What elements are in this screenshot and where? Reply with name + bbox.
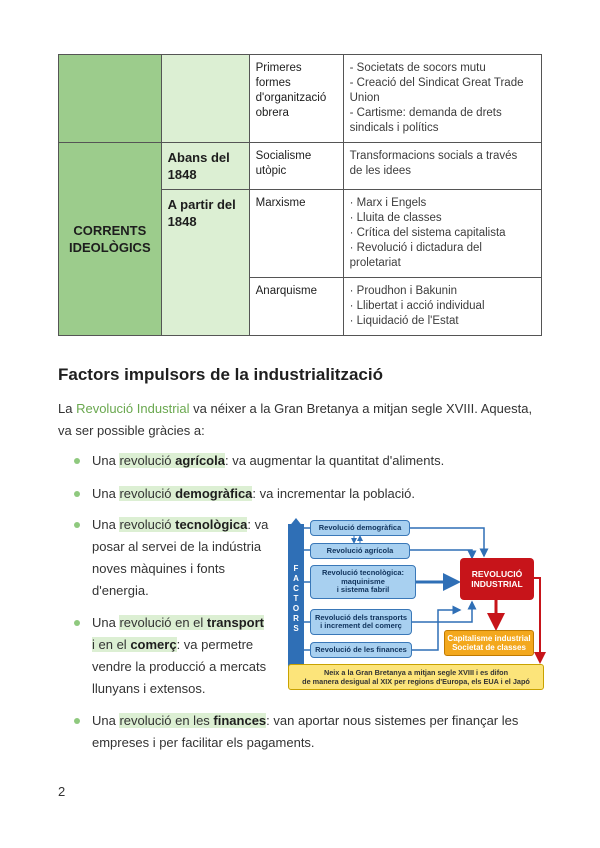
cell-line: A partir del — [167, 197, 236, 212]
before-1848-cell — [161, 143, 249, 190]
box-transport-revolution — [310, 609, 412, 635]
bullet-icon — [74, 458, 80, 464]
box-finance-revolution: Revolució de les finances — [310, 642, 412, 658]
box-line: Revolució tecnològica: — [321, 568, 405, 578]
connector — [410, 528, 484, 556]
cell-line: Abans del — [167, 150, 230, 165]
item-highlight: revolució — [119, 517, 176, 532]
item-text: vendre la producció a mercats — [92, 659, 267, 674]
cell-line: - Creació del Sindicat Great Trade — [349, 77, 524, 89]
cell-line: sindicals i polítics — [349, 122, 439, 134]
connector — [410, 550, 472, 558]
bullet-icon — [74, 620, 80, 626]
cell-line: Anarquisme — [255, 285, 317, 297]
box-industrial-revolution — [460, 558, 534, 600]
box-demographic-revolution: Revolució demogràfica — [310, 520, 410, 536]
cell-line: · Proudhon i Bakunin — [349, 285, 458, 297]
cell-line: d'organització — [255, 92, 327, 104]
box-line: REVOLUCIÓ — [471, 569, 523, 579]
item-text: : va — [247, 517, 269, 532]
industrialization-diagram — [288, 518, 546, 694]
cell-line: Marxisme — [255, 197, 306, 209]
intro-text: La — [58, 401, 77, 416]
workers-organization-cell — [249, 55, 343, 143]
ideological-currents-table — [58, 54, 542, 336]
item-highlight: revolució — [119, 453, 176, 468]
cell-line: 1848 — [167, 167, 197, 182]
cell-line: · Revolució i dictadura del — [349, 242, 482, 254]
box-line: Neix a la Gran Bretanya a mitjan segle XVIII i es difon — [323, 668, 509, 677]
list-item — [74, 483, 544, 505]
item-text: Una — [92, 486, 120, 501]
intro-paragraph — [58, 398, 548, 442]
cell-line: Socialisme — [255, 150, 312, 162]
box-line: de manera desigual al XIX per regions d'Europa, els EUA i el Japó — [302, 677, 530, 686]
item-text: : va permetre — [176, 637, 254, 652]
after-1848-cell — [161, 190, 249, 336]
box-line: maquinisme — [341, 576, 385, 586]
section-heading: Factors impulsors de la industrialització — [58, 365, 383, 384]
factors-letter: S — [293, 624, 299, 633]
bullet-icon — [74, 491, 80, 497]
box-agricultural-revolution: Revolució agrícola — [310, 543, 410, 559]
industrial-revolution-link[interactable]: Revolució Industrial — [76, 401, 190, 416]
factors-letter: A — [293, 574, 299, 583]
cell-line: Primeres — [255, 62, 302, 74]
utopian-socialism-items — [343, 143, 541, 190]
factor-list-bottom — [74, 710, 549, 754]
cell-line: - Cartisme: demanda de drets — [349, 107, 502, 119]
empty-cell — [161, 55, 249, 143]
cell-line: · Liquidació de l'Estat — [349, 315, 459, 327]
table-row — [59, 143, 542, 190]
item-keyword: demogràfica — [175, 486, 253, 501]
cell-line: - Societats de socors mutu — [349, 62, 486, 74]
item-text: llunyans i extensos. — [92, 681, 206, 696]
box-line: Revolució dels transports — [314, 612, 408, 622]
item-text: noves màquines i fonts — [92, 561, 225, 576]
factors-letter: F — [293, 564, 299, 573]
anarchism-cell — [249, 278, 343, 336]
item-text: Una — [92, 453, 120, 468]
table-row — [59, 55, 542, 143]
factor-list-narrow — [74, 514, 279, 700]
item-keyword: tecnològica — [175, 517, 248, 532]
connector — [534, 578, 540, 662]
connector — [412, 602, 472, 622]
item-keyword: finances — [213, 713, 267, 728]
item-text: : van aportar nous sistemes per finançar les — [266, 713, 519, 728]
item-highlight: revolució en les — [119, 713, 214, 728]
utopian-socialism-cell — [249, 143, 343, 190]
item-keyword: transport — [206, 615, 264, 630]
factors-letter: R — [293, 614, 299, 623]
cell-line: Transformacions socials a través — [349, 150, 518, 162]
cell-line: formes — [255, 77, 291, 89]
box-line: i sistema fabril — [336, 585, 390, 595]
item-text: Una — [92, 517, 120, 532]
box-line: Societat de classes — [452, 643, 526, 652]
item-text: empreses i per facilitar els pagaments. — [92, 735, 315, 750]
cell-line: obrera — [255, 107, 289, 119]
bullet-icon — [74, 522, 80, 528]
box-line: i increment del comerç — [320, 621, 402, 630]
item-text: d'energia. — [92, 583, 149, 598]
box-industrial-capitalism — [444, 630, 534, 656]
cell-line: de les idees — [349, 165, 411, 177]
list-item — [74, 710, 549, 754]
factor-list — [74, 450, 544, 516]
item-text: Una — [92, 615, 120, 630]
factors-letter: C — [293, 584, 299, 593]
cell-line: · Crítica del sistema capitalista — [349, 227, 506, 239]
item-highlight: revolució en el — [119, 615, 207, 630]
cell-line: · Lluita de classes — [349, 212, 442, 224]
cell-line: proletariat — [349, 257, 401, 269]
item-text: : va augmentar la quantitat d'aliments. — [224, 453, 445, 468]
marxism-items — [343, 190, 541, 278]
page-number: 2 — [58, 784, 66, 799]
box-line: INDUSTRIAL — [471, 579, 523, 589]
factors-letter: T — [293, 594, 299, 603]
ideological-currents-label: CORRENTS IDEOLÒGICS — [59, 143, 162, 336]
item-text: Una — [92, 713, 120, 728]
factors-letter: O — [292, 604, 300, 613]
cell-line: · Marx i Engels — [349, 197, 427, 209]
list-item — [74, 450, 544, 472]
box-line: Capitalisme industrial — [447, 634, 531, 643]
cell-line: Union — [349, 92, 380, 104]
item-text: : va incrementar la població. — [252, 486, 416, 501]
box-spread-note — [288, 664, 544, 690]
empty-cell — [59, 55, 162, 143]
cell-line: · Llibertat i acció individual — [349, 300, 485, 312]
anarchism-items — [343, 278, 541, 336]
item-keyword: agrícola — [175, 453, 225, 468]
factors-column — [288, 524, 304, 674]
item-keyword: comerç — [130, 637, 177, 652]
intro-text: va néixer a la Gran Bretanya a mitjan segle XVIII. Aquesta, va ser possible gràcies a: — [58, 401, 533, 438]
bullet-icon — [74, 718, 80, 724]
cell-line: utòpic — [255, 165, 287, 177]
list-item — [74, 514, 279, 602]
item-highlight: i en el — [92, 637, 131, 652]
marxism-cell — [249, 190, 343, 278]
box-technological-revolution — [310, 565, 416, 599]
list-item — [74, 612, 279, 700]
workers-organization-items — [343, 55, 541, 143]
cell-line: 1848 — [167, 214, 197, 229]
item-text: posar al servei de la indústria — [92, 539, 262, 554]
item-highlight: revolució — [119, 486, 176, 501]
